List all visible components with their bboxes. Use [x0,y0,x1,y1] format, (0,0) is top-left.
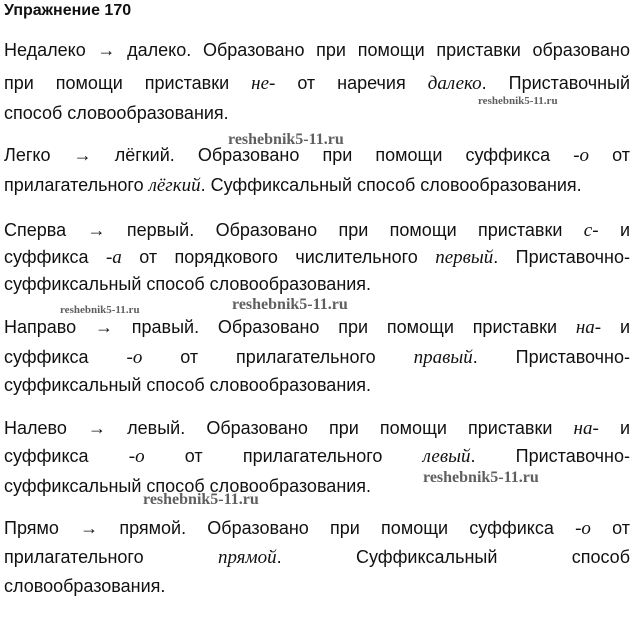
italic-term: первый [435,247,494,268]
paragraph-line: Недалеко → далеко. Образовано при помощи приставки образовано [4,40,630,60]
paragraph-line: Налево → левый. Образовано при помощи приставки на- и [4,418,630,439]
paragraph-line: суффиксальный способ словообразования. [4,274,372,294]
watermark: reshebnik5-11.ru [232,296,348,313]
watermark: reshebnik5-11.ru [228,131,344,148]
italic-term: на- [575,317,602,338]
paragraph-line: суффиксальный способ словообразования. [4,375,372,395]
paragraph-line: Направо → правый. Образовано при помощи приставки на- и [4,317,630,338]
italic-term: прямой [217,547,277,568]
watermark: reshebnik5-11.ru [60,304,140,316]
watermark: reshebnik5-11.ru [423,469,539,486]
italic-term: на- [573,418,599,439]
italic-term: с- [583,220,599,241]
italic-term: -а [105,247,122,268]
italic-term: не- [251,73,276,94]
paragraph-line: Прямо → прямой. Образовано при помощи суффикса -о от [4,518,630,539]
paragraph-line: суффикса -а от порядкового числительного первый. Приставочно- [4,247,631,268]
italic-term: далеко [427,73,482,94]
watermark: reshebnik5-11.ru [143,491,259,508]
paragraph-line: способ словообразования. [4,103,229,123]
italic-term: левый [422,446,471,467]
italic-term: -о [126,347,143,368]
italic-term: -о [575,518,591,539]
italic-term: -о [573,145,590,166]
exercise-title: Упражнение 170 [4,2,132,19]
paragraph-line: Сперва → первый. Образовано при помощи приставки с- и [4,220,630,241]
paragraph-line: Легко → лёгкий. Образовано при помощи суффикса -о от [4,145,630,166]
paragraph-line: при помощи приставки не- от наречия далеко. Приставочный [4,73,630,94]
paragraph-line: словообразования. [4,576,166,596]
paragraph-line: суффиксальный способ словообразования. [4,476,372,496]
watermark: reshebnik5-11.ru [478,95,558,107]
italic-term: -о [128,446,145,467]
italic-term: лёгкий [148,175,201,196]
paragraph-line: суффикса -о от прилагательного правый. Приставочно- [4,347,630,368]
paragraph-line: прилагательного лёгкий. Суффиксальный способ словообразования. [4,175,582,196]
paragraph-line: прилагательного прямой. Суффиксальный способ [4,547,630,568]
paragraph-line: суффикса -о от прилагательного левый. Приставочно- [4,446,631,467]
italic-term: правый [413,347,473,368]
